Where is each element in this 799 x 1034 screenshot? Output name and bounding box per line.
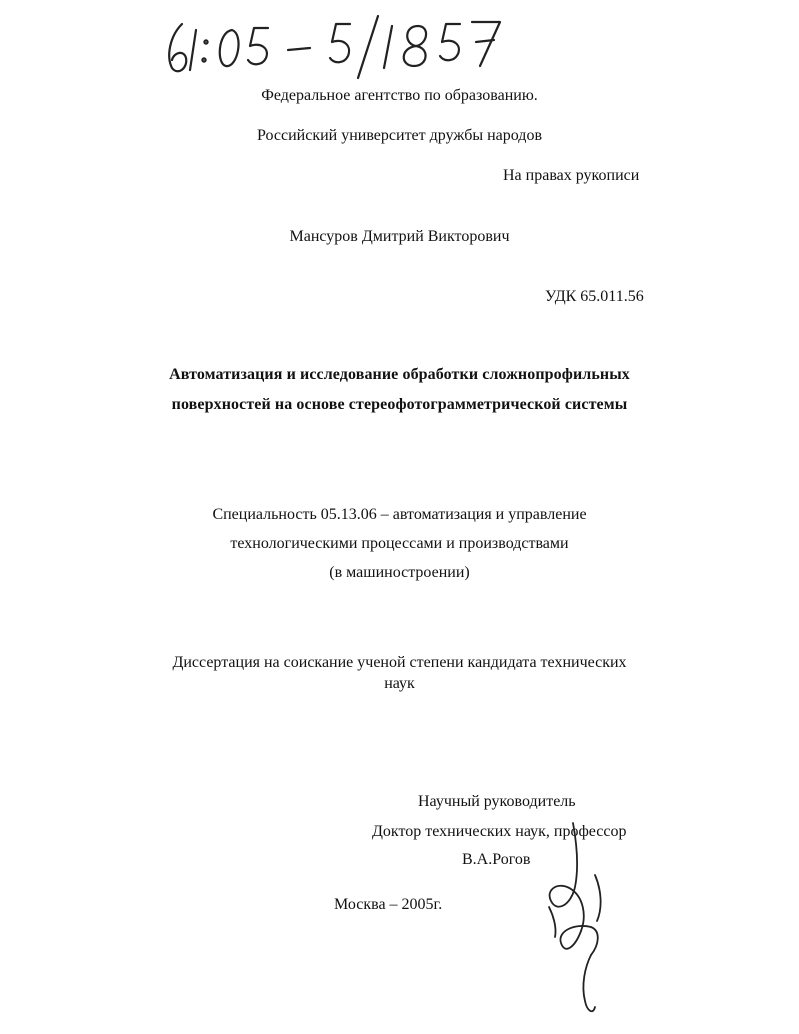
handwritten-archive-number: [160, 8, 510, 83]
rights-note: На правах рукописи: [503, 167, 640, 184]
specialty-line-1: Специальность 05.13.06 – автоматизация и управление: [212, 506, 587, 523]
udc-code: УДК 65.011.56: [545, 288, 644, 305]
dissertation-line-2: наук: [384, 675, 415, 692]
supervisor-name: В.А.Рогов: [462, 851, 531, 868]
thesis-title-line-1: Автоматизация и исследование обработки сложнопрофильных: [169, 366, 630, 383]
university-name: Российский университет дружбы народов: [256, 127, 542, 144]
place-and-year: Москва – 2005г.: [334, 896, 443, 913]
dissertation-line-1: Диссертация на соискание ученой степени кандидата технических: [172, 654, 627, 671]
thesis-title-line-2: поверхностей на основе стереофотограмметрической системы: [171, 396, 628, 413]
supervisor-signature: [535, 815, 615, 1020]
supervisor-degree: Доктор технических наук, профессор: [372, 823, 627, 840]
author-name: Мансуров Дмитрий Викторович: [289, 228, 510, 245]
specialty-line-2: технологическими процессами и производствами: [230, 535, 569, 552]
specialty-line-3: (в машиностроении): [329, 564, 470, 581]
supervisor-role: Научный руководитель: [418, 793, 576, 810]
agency-name: Федеральное агентство по образованию.: [261, 87, 538, 104]
